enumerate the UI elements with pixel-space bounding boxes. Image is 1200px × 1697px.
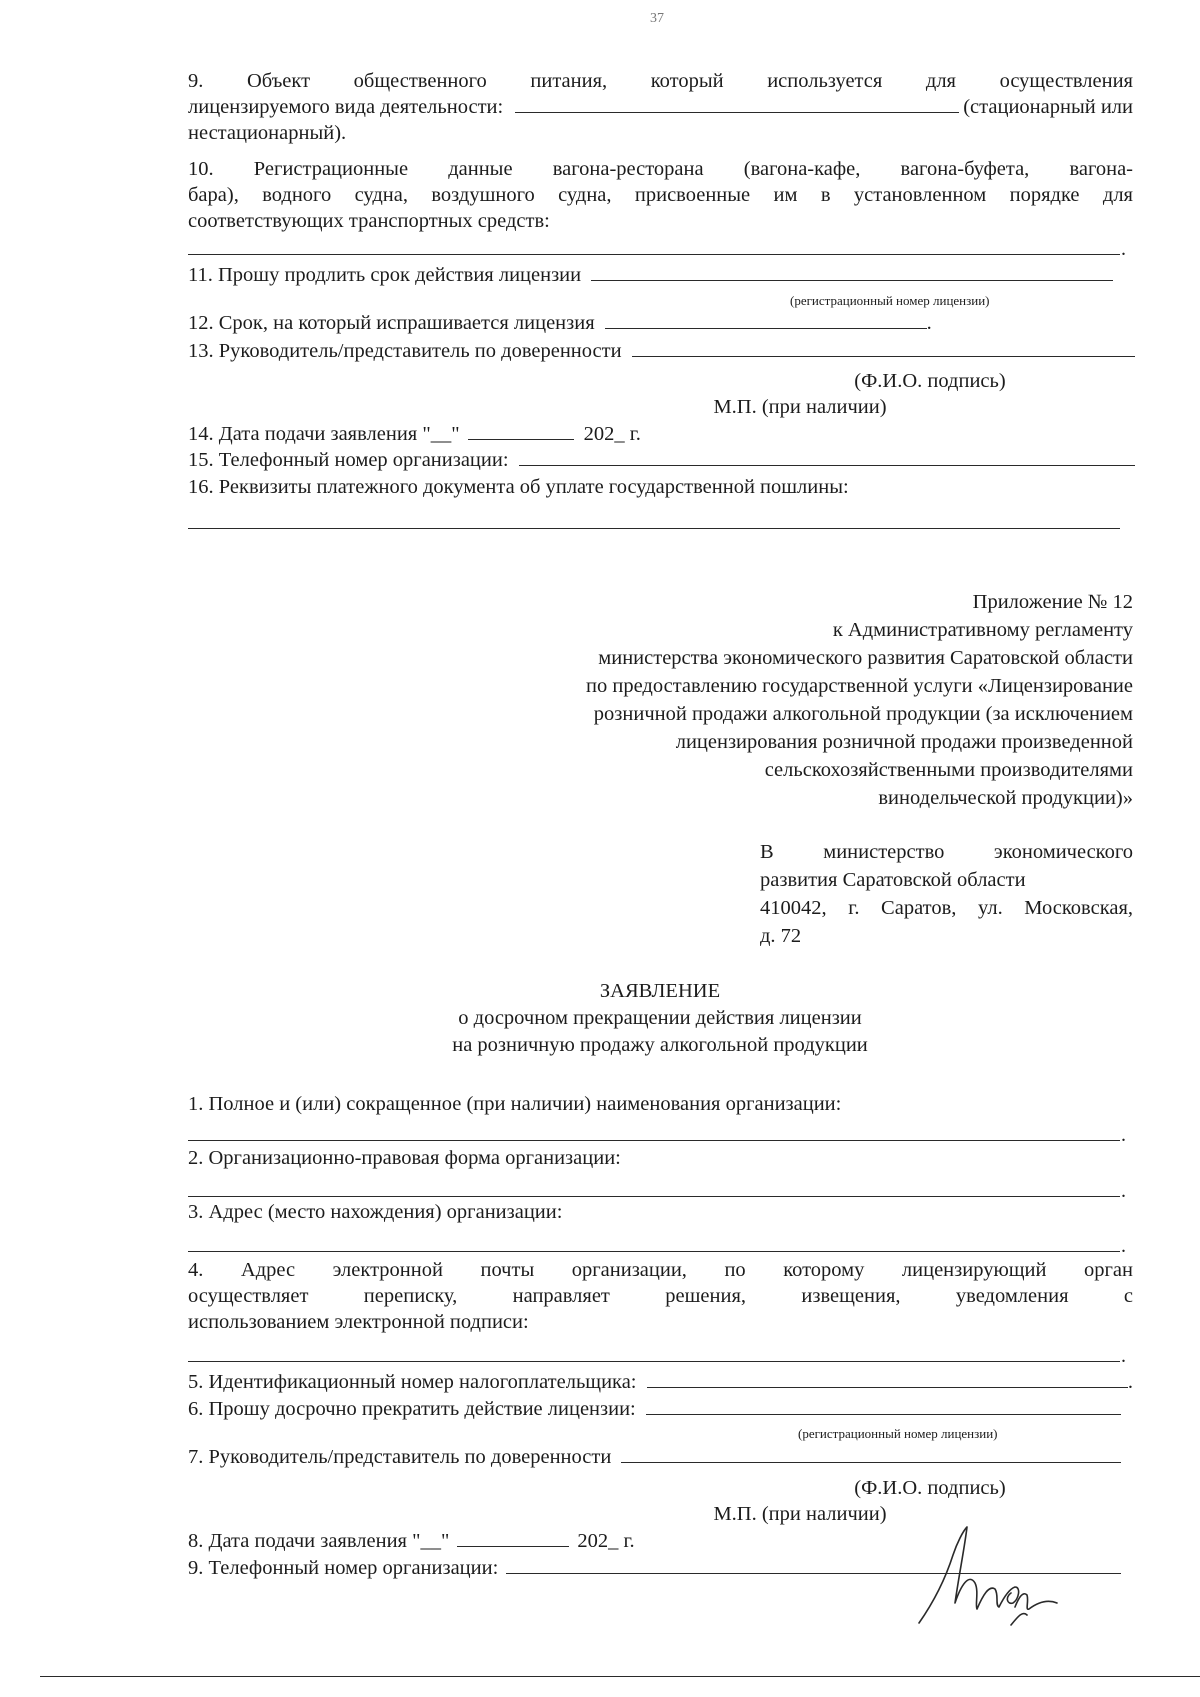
appendix-line-3: министерства экономического развития Саратовской области — [598, 647, 1133, 669]
item-15 — [188, 447, 1133, 473]
form-item-4-input-line[interactable] — [188, 1361, 1120, 1362]
form-item-4 — [188, 1257, 1133, 1335]
form-item-2 — [188, 1145, 1133, 1171]
appendix-line-4: по предоставлению государственной услуги «Лицензирование — [586, 675, 1133, 697]
bottom-rule — [40, 1676, 1200, 1677]
form-item-7-fio-caption: (Ф.И.О. подпись) — [854, 1477, 1006, 1499]
form-item-5 — [188, 1369, 1133, 1395]
item-10-line3: соответствующих транспортных средств: — [188, 210, 550, 232]
form-item-6-caption: (регистрационный номер лицензии) — [798, 1426, 998, 1441]
item-14-label: 14. Дата подачи заявления "__" — [188, 423, 460, 445]
item-12 — [188, 310, 1133, 336]
handwritten-signature — [915, 1525, 1065, 1630]
appendix-line-2: к Административному регламенту — [832, 619, 1133, 641]
item-11-label: 11. Прошу продлить срок действия лицензии — [188, 264, 582, 286]
form-item-2-label: 2. Организационно-правовая форма организации: — [188, 1147, 621, 1169]
item-15-input-line[interactable] — [519, 447, 1135, 466]
form-item-1-dot: . — [1121, 1124, 1126, 1146]
item-16-label: 16. Реквизиты платежного документа об уплате государственной пошлины: — [188, 476, 849, 498]
item-9-suffix: (стационарный или — [963, 96, 1133, 118]
form-item-7-input-line[interactable] — [621, 1444, 1121, 1463]
form-item-6-label: 6. Прошу досрочно прекратить действие лицензии: — [188, 1398, 636, 1420]
form-item-8-year: 202_ г. — [577, 1530, 635, 1552]
appendix-line-1: Приложение № 12 — [972, 591, 1133, 613]
form-item-5-input-line[interactable] — [647, 1369, 1128, 1388]
item-10-input-line[interactable] — [188, 254, 1120, 255]
item-10-line2: бара), водного судна, воздушного судна, присвоенные им в установленном порядке для — [188, 184, 1133, 206]
item-9-input-line[interactable] — [515, 94, 959, 113]
item-11-input-line[interactable] — [591, 262, 1113, 281]
item-13-input-line[interactable] — [632, 338, 1135, 357]
form-item-6 — [188, 1396, 1133, 1422]
item-13-fio-caption: (Ф.И.О. подпись) — [854, 370, 1006, 392]
form-item-4-line1: 4. Адрес электронной почты организации, по которому лицензирующий орган — [188, 1259, 1133, 1281]
addressee-line-1: В министерство экономического — [760, 841, 1133, 863]
form-item-5-label: 5. Идентификационный номер налогоплательщика: — [188, 1371, 637, 1393]
form-item-2-input-line[interactable] — [188, 1196, 1120, 1197]
form-item-4-line2: осуществляет переписку, направляет решения, извещения, уведомления с — [188, 1285, 1133, 1307]
title-main: ЗАЯВЛЕНИЕ — [599, 980, 721, 1002]
form-item-4-dot: . — [1121, 1345, 1126, 1367]
item-9-line3: нестационарный). — [188, 122, 347, 144]
form-item-4-line3: использованием электронной подписи: — [188, 1311, 529, 1333]
form-item-7-label: 7. Руководитель/представитель по доверенности — [188, 1446, 612, 1468]
item-14-month-line[interactable] — [468, 421, 574, 440]
form-item-2-dot: . — [1121, 1180, 1126, 1202]
appendix-line-6: лицензирования розничной продажи произведенной — [675, 731, 1133, 753]
item-13-mp: М.П. (при наличии) — [713, 396, 887, 418]
form-item-3 — [188, 1199, 1133, 1225]
form-item-8-label: 8. Дата подачи заявления "__" — [188, 1530, 450, 1552]
item-9-line1: 9. Объект общественного питания, который используется для осуществления — [188, 70, 1133, 92]
item-14-year: 202_ г. — [583, 423, 641, 445]
page-number: 37 — [650, 11, 664, 26]
item-12-dot: . — [926, 312, 932, 334]
item-11 — [188, 262, 1133, 288]
item-15-label: 15. Телефонный номер организации: — [188, 449, 509, 471]
item-16-input-line[interactable] — [188, 528, 1120, 529]
form-item-1 — [188, 1091, 1133, 1117]
title-sub-1: о досрочном прекращении действия лицензии — [458, 1007, 862, 1029]
item-10-dot: . — [1121, 238, 1126, 260]
form-item-7 — [188, 1444, 1133, 1470]
form-item-8-month-line[interactable] — [457, 1528, 569, 1547]
addressee-line-3: 410042, г. Саратов, ул. Московская, — [760, 897, 1133, 919]
addressee-line-4: д. 72 — [760, 925, 802, 947]
addressee — [760, 838, 1133, 950]
item-9-label: лицензируемого вида деятельности: — [188, 96, 504, 118]
appendix-line-8: винодельческой продукции)» — [878, 787, 1133, 809]
appendix-line-7: сельскохозяйственными производителями — [764, 759, 1133, 781]
item-12-label: 12. Срок, на который испрашивается лицензия — [188, 312, 595, 334]
addressee-line-2: развития Саратовской области — [760, 869, 1026, 891]
form-item-7-mp: М.П. (при наличии) — [713, 1503, 887, 1525]
form-item-6-input-line[interactable] — [646, 1396, 1121, 1415]
item-16 — [188, 474, 1133, 500]
item-13 — [188, 338, 1133, 364]
item-13-label: 13. Руководитель/представитель по доверенности — [188, 340, 622, 362]
title-sub-2: на розничную продажу алкогольной продукции — [452, 1034, 868, 1056]
form-item-5-dot: . — [1127, 1371, 1133, 1393]
statement-title — [300, 978, 1020, 1059]
form-item-3-input-line[interactable] — [188, 1251, 1120, 1252]
form-item-1-label: 1. Полное и (или) сокращенное (при наличии) наименования организации: — [188, 1093, 842, 1115]
item-9 — [188, 68, 1133, 146]
form-item-1-input-line[interactable] — [188, 1140, 1120, 1141]
form-item-3-dot: . — [1121, 1235, 1126, 1257]
appendix-line-5: розничной продажи алкогольной продукции (за исключением — [593, 703, 1133, 725]
appendix-header — [413, 588, 1133, 812]
item-10-line1: 10. Регистрационные данные вагона-ресторана (вагона-кафе, вагона-буфета, вагона- — [188, 158, 1133, 180]
item-14 — [188, 421, 1133, 447]
form-item-3-label: 3. Адрес (место нахождения) организации: — [188, 1201, 563, 1223]
item-12-input-line[interactable] — [605, 310, 927, 329]
item-10 — [188, 156, 1133, 234]
item-11-caption: (регистрационный номер лицензии) — [790, 293, 990, 308]
form-item-9-label: 9. Телефонный номер организации: — [188, 1557, 499, 1579]
